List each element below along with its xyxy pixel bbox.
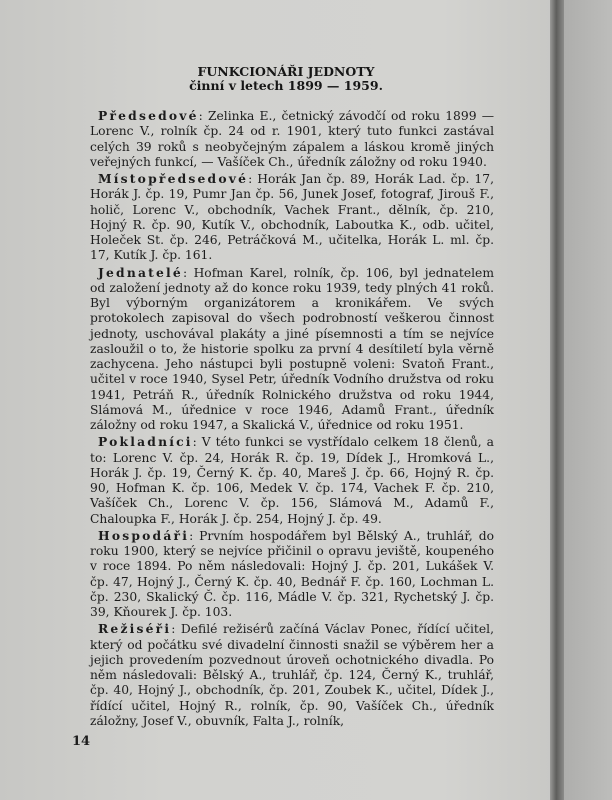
page-subtitle: činní v letech 1899 — 1959. [189,78,383,93]
section-text: : Horák Jan čp. 89, Horák Lad. čp. 17, Horák J. čp. 19, Pumr Jan čp. 56, Junek Josef, fotograf, Jirouš F., holič, Lorenc V., obchodník, Vachek Frant., dělník, čp. 210, Hojný R. čp. 90, Kutík V., obchodník, Laboutka K., odb. učitel, Holeček St. čp. 246, Petráčková M., učitelka, Horák L. ml. čp. 17, Kutík J. čp. 161. [90,172,494,263]
paragraph-hospodari [90,528,494,621]
section-label: Hospodáři [98,527,190,543]
paragraph-predsedove [90,108,494,170]
page-number: 14 [72,734,91,749]
section-text: : Prvním hospodářem byl Bělský A., truhlář, do roku 1900, který se nejvíce přičinil o opravu jeviště, koupeného v roce 1894. Po něm následovali: Hojný J. čp. 201, Lukášek V. čp. 47, Hojný J., Černý K. čp. 40, Bednář F. čp. 160, Lochman L. čp. 230, Skalický Č. čp. 116, Mádle V. čp. 321, Rychetský J. čp. 39, Kňourek J. čp. 103. [90,528,494,619]
section-text: : Zelinka E., četnický závodčí od roku 1899 — Lorenc V., rolník čp. 24 od r. 1901, který tuto funkci zastával celých 39 roků s neobyčejným zápalem a láskou kromě jiných veřejných funkcí, — Vašíček Ch., úředník záložny od roku 1940. [90,109,494,169]
next-page-edge [564,0,612,800]
paragraph-mistopredsedove [90,171,494,264]
section-label: Předsedové [98,108,199,123]
paragraph-reziseri [90,621,494,729]
section-label: Pokladníci [98,434,193,450]
section-text: : V této funkci se vystřídalo celkem 18 členů, a to: Lorenc V. čp. 24, Horák R. čp. 19, Dídek J., Hromková L., Horák J. čp. 19, Černý K. čp. 40, Mareš J. čp. 66, Hojný R. čp. 90, Hofman K. čp. 106, Medek V. čp. 174, Vachek F. čp. 210, Vašíček Ch., Lorenc V. čp. 156, Slámová M., Adamů F., Chaloupka F., Horák J. čp. 254, Hojný J. čp. 49. [90,435,494,526]
book-gutter [550,0,564,800]
section-label: Jednatelé [98,264,183,280]
page-title: FUNKCIONÁŘI JEDNOTY [197,64,375,79]
section-text: : Defilé režisérů začíná Václav Ponec, řídící učitel, který od počátku své divadelní činnosti snažil se výběrem her a jejich provedením pozvednout úroveň ochotnického divadla. Po něm následovali: Bělský A., truhlář, čp. 124, Černý K., truhlář, čp. 40, Hojný J., obchodník, čp. 201, Zoubek K., učitel, Dídek J., řídící učitel, Hojný R., rolník, čp. 90, Vašíček Ch., úředník záložny, Josef V., obuvník, Falta J., rolník, [90,622,494,728]
paragraph-jednatele [90,265,494,434]
section-label: Místopředsedové [98,171,249,186]
body-text [90,108,494,730]
section-text: : Hofman Karel, rolník, čp. 106, byl jednatelem od založení jednoty až do konce roku 1939, tedy plných 41 roků. Byl výborným organizátorem a kronikářem. Ve svých protokolech zapisoval do všech podrobností veškerou činnost jednoty, uschovával plakáty a jiné písemnosti a tím se nejvíce zasloužil o to, že historie spolku za první 4 desítiletí byla věrně zachycena. Jeho nástupci byli postupně voleni: Svatoň Frant., učitel v roce 1940, Sysel Petr, úředník Vodního družstva od roku 1941, Petráň R., úředník Rolnického družstva od roku 1944, Slámová M., úřednice v roce 1946, Adamů Frant., úředník záložny od roku 1947, a Skalická V., úřednice od roku 1951. [90,265,494,432]
section-label: Režiséři [98,621,172,637]
paragraph-pokladnici [90,434,494,527]
